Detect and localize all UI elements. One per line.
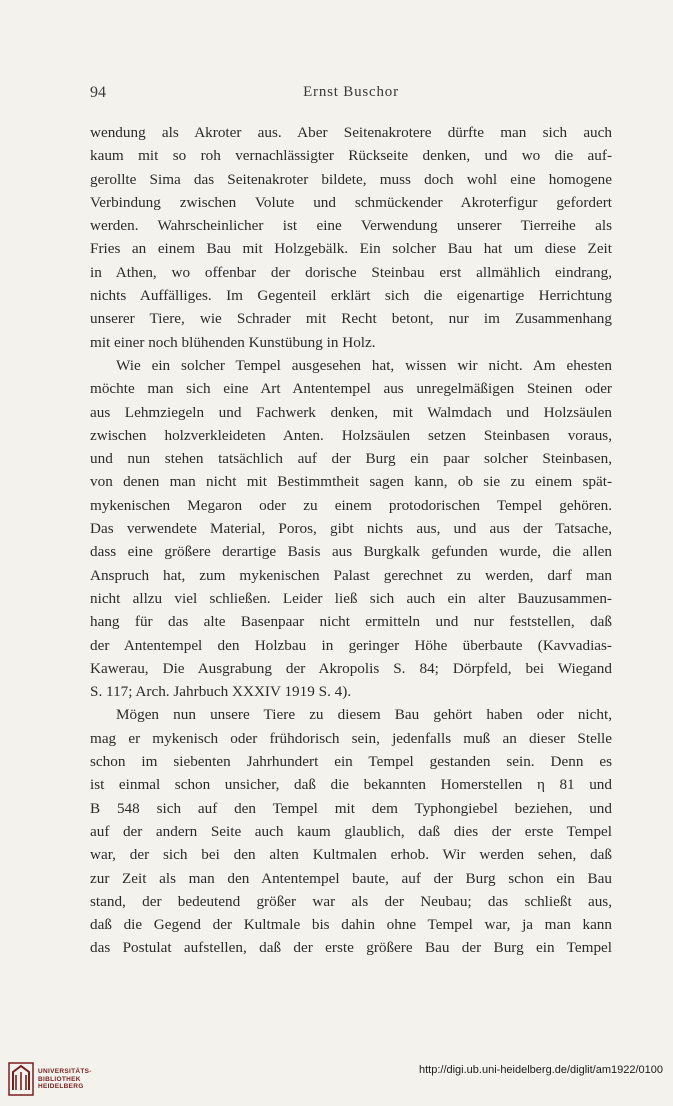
logo-line: HEIDELBERG bbox=[38, 1083, 84, 1090]
text-line: hang für das alte Basenpaar nicht ermitteln und nur feststellen, daß bbox=[90, 613, 612, 631]
text-line: und nun stehen tatsächlich auf der Burg ein paar solcher Steinbasen, bbox=[90, 450, 612, 468]
paragraph bbox=[90, 354, 612, 703]
text-line: S. 117; Arch. Jahrbuch XXXIV 1919 S. 4). bbox=[90, 683, 352, 701]
text-line: kaum mit so roh vernachlässigter Rückseite denken, und wo die auf- bbox=[90, 147, 612, 165]
source-url-link[interactable]: http://digi.ub.uni-heidelberg.de/diglit/am1922/0100 bbox=[418, 1064, 663, 1076]
text-line: Verbindung zwischen Volute und schmückender Akroterfigur gefordert bbox=[90, 193, 612, 211]
text-line: B 548 sich auf den Tempel mit dem Typhongiebel beziehen, und bbox=[90, 799, 612, 817]
text-line: ist einmal schon unsicher, daß die bekannten Homerstellen η 81 und bbox=[90, 776, 612, 794]
library-logo-text bbox=[38, 1068, 92, 1091]
page-number: 94 bbox=[90, 84, 106, 101]
library-emblem-icon bbox=[8, 1062, 34, 1096]
library-logo[interactable] bbox=[8, 1062, 108, 1098]
text-line: nicht allzu viel schließen. Leider ließ sich auch ein alter Bauzusammen- bbox=[90, 589, 612, 607]
text-line: aus Lehmziegeln und Fachwerk denken, mit Walmdach und Holzsäulen bbox=[90, 403, 612, 421]
text-line: werden. Wahrscheinlicher ist eine Verwendung unserer Tierreihe als bbox=[90, 217, 612, 235]
text-line: zur Zeit als man den Antentempel baute, auf der Burg schon ein Bau bbox=[90, 869, 612, 887]
text-line: zwischen holzverkleideten Anten. Holzsäulen setzen Steinbasen voraus, bbox=[90, 426, 612, 444]
text-line: von denen man nicht mit Bestimmtheit sagen kann, ob sie zu einem spät- bbox=[90, 473, 612, 491]
page-header bbox=[90, 84, 612, 108]
text-line: Mögen nun unsere Tiere zu diesem Bau gehört haben oder nicht, bbox=[116, 706, 612, 724]
paragraph bbox=[90, 703, 612, 959]
text-line: in Athen, wo offenbar der dorische Steinbau erst allmählich eindrang, bbox=[90, 263, 612, 281]
text-line: mykenischen Megaron oder zu einem protodorischen Tempel gehören. bbox=[90, 496, 612, 514]
text-line: wendung als Akroter aus. Aber Seitenakrotere dürfte man sich auch bbox=[90, 124, 612, 141]
text-line: Kawerau, Die Ausgrabung der Akropolis S. 84; Dörpfeld, bei Wiegand bbox=[90, 659, 612, 677]
text-line: unserer Tiere, wie Schrader mit Recht betont, nur im Zusammenhang bbox=[90, 310, 612, 328]
text-line: Wie ein solcher Tempel ausgesehen hat, wissen wir nicht. Am ehesten bbox=[116, 356, 612, 374]
footer bbox=[0, 1058, 673, 1106]
body-text bbox=[90, 121, 612, 960]
text-line: daß die Gegend der Kultmale bis dahin ohne Tempel war, ja man kann bbox=[90, 916, 612, 934]
text-line: Das verwendete Material, Poros, gibt nichts aus, und aus der Tatsache, bbox=[90, 520, 612, 538]
text-line: nichts Auffälliges. Im Gegenteil erklärt sich die eigenartige Herrichtung bbox=[90, 287, 612, 305]
logo-line: BIBLIOTHEK bbox=[38, 1075, 81, 1083]
text-line: dass eine größere derartige Basis aus Burgkalk gefunden wurde, die allen bbox=[90, 543, 612, 561]
text-line: schon im siebenten Jahrhundert ein Tempel gestanden sein. Denn es bbox=[90, 753, 612, 771]
text-line: auf der andern Seite auch kaum glaublich, daß dies der erste Tempel bbox=[90, 822, 612, 840]
text-line: möchte man sich eine Art Antentempel aus unregelmäßigen Steinen oder bbox=[90, 380, 612, 398]
text-line: war, der sich bei den alten Kultmalen erhob. Wir werden sehen, daß bbox=[90, 846, 612, 864]
text-line: der Antentempel den Holzbau in geringer Höhe überbaute (Kavvadias- bbox=[90, 636, 612, 654]
running-head: Ernst Buschor bbox=[303, 84, 399, 100]
text-line: stand, der bedeutend größer war als der Neubau; das schließt aus, bbox=[90, 892, 612, 910]
text-line: Anspruch hat, zum mykenischen Palast gerechnet zu werden, darf man bbox=[90, 566, 612, 584]
text-line: mag er mykenisch oder frühdorisch sein, jedenfalls muß an dieser Stelle bbox=[90, 729, 612, 747]
text-line: gerollte Sima das Seitenakroter bildete, muss doch wohl eine homogene bbox=[90, 170, 612, 188]
paragraph bbox=[90, 121, 612, 354]
logo-line: UNIVERSITÄTS- bbox=[38, 1068, 92, 1075]
text-line: das Postulat aufstellen, daß der erste größere Bau der Burg ein Tempel bbox=[90, 939, 612, 957]
text-line: mit einer noch blühenden Kunstübung in Holz. bbox=[90, 333, 376, 351]
text-line: Fries an einem Bau mit Holzgebälk. Ein solcher Bau hat um diese Zeit bbox=[90, 240, 612, 258]
